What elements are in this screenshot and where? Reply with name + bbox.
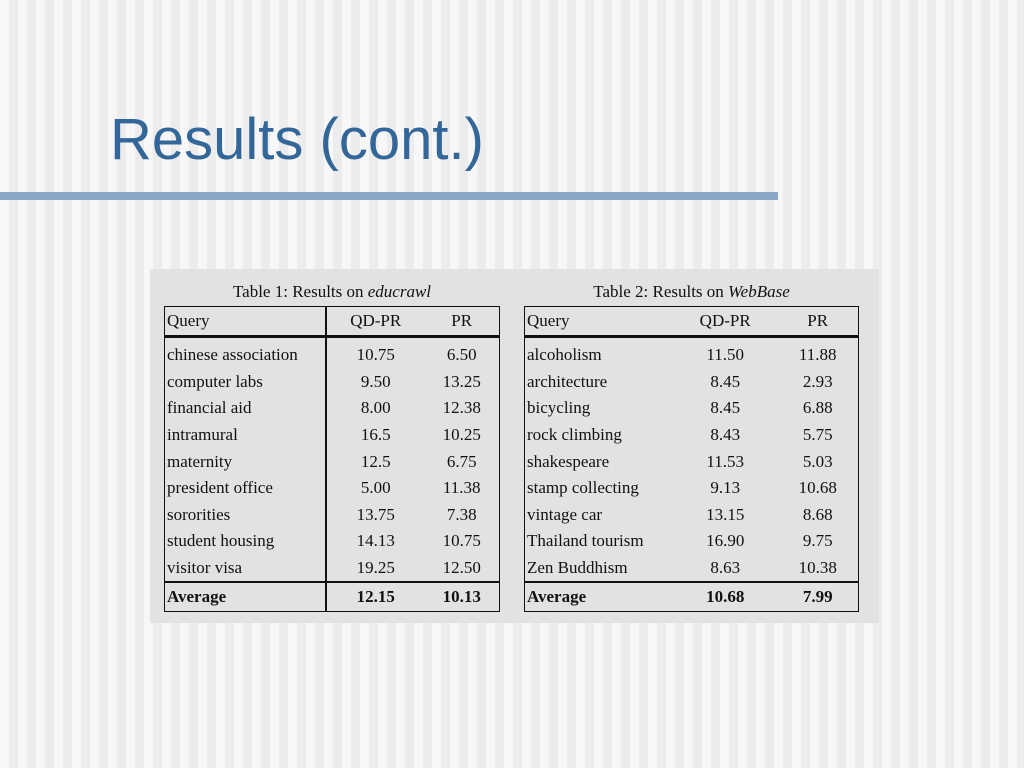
table-row xyxy=(525,369,859,396)
table-row xyxy=(165,475,500,502)
table2-caption xyxy=(524,279,859,305)
pr-cell: 11.38 xyxy=(442,478,481,498)
query-cell: Zen Buddhism xyxy=(527,558,628,578)
table2-header-row xyxy=(525,307,859,337)
table-row xyxy=(165,422,500,449)
qd-pr-cell: 9.13 xyxy=(710,478,741,498)
pr-cell: 6.50 xyxy=(446,345,477,365)
query-cell: architecture xyxy=(527,371,608,391)
table-row xyxy=(525,337,859,369)
table-row xyxy=(165,369,500,396)
pr-cell: 10.75 xyxy=(442,531,481,551)
table-row xyxy=(525,502,859,529)
table-row xyxy=(165,502,500,529)
query-cell: intramural xyxy=(165,422,327,449)
table2-container xyxy=(524,279,859,612)
qd-pr-cell: 5.00 xyxy=(360,478,391,498)
table1-container xyxy=(164,279,500,612)
average-qd-pr: 12.15 xyxy=(326,582,424,612)
column-header-query: Query xyxy=(525,307,674,337)
pr-cell: 12.38 xyxy=(442,398,481,418)
query-cell: alcoholism xyxy=(527,345,602,365)
pr-cell: 2.93 xyxy=(802,371,833,391)
qd-pr-cell: 11.53 xyxy=(706,451,744,471)
table2 xyxy=(524,306,859,612)
pr-cell: 9.75 xyxy=(802,531,833,551)
pr-cell: 5.75 xyxy=(802,425,833,445)
query-cell: shakespeare xyxy=(527,451,610,471)
query-cell: sororities xyxy=(165,502,327,529)
pr-cell: 5.03 xyxy=(802,451,833,471)
query-cell: visitor visa xyxy=(165,555,327,583)
column-header-pr: PR xyxy=(777,307,858,337)
table-row xyxy=(165,555,500,583)
query-cell: computer labs xyxy=(165,369,327,396)
average-pr: 7.99 xyxy=(777,582,858,612)
query-cell: financial aid xyxy=(165,395,327,422)
slide-title: Results (cont.) xyxy=(110,107,484,172)
average-label: Average xyxy=(525,582,674,612)
qd-pr-cell: 19.25 xyxy=(356,558,395,578)
qd-pr-cell: 16.5 xyxy=(360,425,391,445)
table-row xyxy=(525,448,859,475)
qd-pr-cell: 14.13 xyxy=(356,531,395,551)
pr-cell: 11.88 xyxy=(798,345,837,365)
query-cell: rock climbing xyxy=(527,425,622,445)
qd-pr-cell: 9.50 xyxy=(360,371,391,391)
pr-cell: 7.38 xyxy=(446,504,477,524)
table1-caption-dataset: educrawl xyxy=(367,282,432,301)
column-header-qd-pr: QD-PR xyxy=(326,307,424,337)
average-row xyxy=(525,582,859,612)
qd-pr-cell: 13.15 xyxy=(706,504,745,524)
qd-pr-cell: 11.50 xyxy=(706,345,744,365)
title-underline xyxy=(0,192,778,200)
table1-caption-prefix: Table 1: Results on xyxy=(232,282,368,301)
query-cell: stamp collecting xyxy=(527,478,639,498)
table1 xyxy=(164,306,500,612)
qd-pr-cell: 8.43 xyxy=(710,425,741,445)
table-row xyxy=(525,422,859,449)
pr-cell: 13.25 xyxy=(442,371,481,391)
table2-caption-dataset: WebBase xyxy=(728,282,790,301)
pr-cell: 6.75 xyxy=(446,451,477,471)
query-cell: maternity xyxy=(165,448,327,475)
average-qd-pr: 10.68 xyxy=(673,582,777,612)
average-pr: 10.13 xyxy=(424,582,499,612)
query-cell: vintage car xyxy=(527,504,603,524)
pr-cell: 10.68 xyxy=(798,478,837,498)
table-row xyxy=(525,555,859,583)
qd-pr-cell: 13.75 xyxy=(356,504,395,524)
table-row xyxy=(525,395,859,422)
column-header-qd-pr: QD-PR xyxy=(673,307,777,337)
column-header-pr: PR xyxy=(424,307,499,337)
qd-pr-cell: 8.45 xyxy=(710,398,741,418)
table1-caption xyxy=(164,279,500,305)
pr-cell: 8.68 xyxy=(802,504,833,524)
table-row xyxy=(165,395,500,422)
query-cell: president office xyxy=(165,475,327,502)
average-row xyxy=(165,582,500,612)
table-row xyxy=(165,528,500,555)
qd-pr-cell: 16.90 xyxy=(706,531,745,551)
table-row xyxy=(525,528,859,555)
column-header-query: Query xyxy=(165,307,327,337)
pr-cell: 10.38 xyxy=(798,558,837,578)
table-row xyxy=(165,448,500,475)
query-cell: student housing xyxy=(165,528,327,555)
table1-header-row xyxy=(165,307,500,337)
qd-pr-cell: 8.45 xyxy=(710,371,741,391)
query-cell: chinese association xyxy=(165,337,327,369)
pr-cell: 6.88 xyxy=(802,398,833,418)
query-cell: Thailand tourism xyxy=(527,531,644,551)
qd-pr-cell: 10.75 xyxy=(356,345,395,365)
table2-caption-prefix: Table 2: Results on xyxy=(593,282,729,301)
table-row xyxy=(525,475,859,502)
qd-pr-cell: 8.00 xyxy=(360,398,391,418)
pr-cell: 12.50 xyxy=(442,558,481,578)
query-cell: bicycling xyxy=(527,398,591,418)
qd-pr-cell: 8.63 xyxy=(710,558,741,578)
pr-cell: 10.25 xyxy=(442,425,481,445)
results-figure xyxy=(150,269,879,623)
qd-pr-cell: 12.5 xyxy=(360,451,391,471)
table-row xyxy=(165,337,500,369)
average-label: Average xyxy=(165,582,327,612)
